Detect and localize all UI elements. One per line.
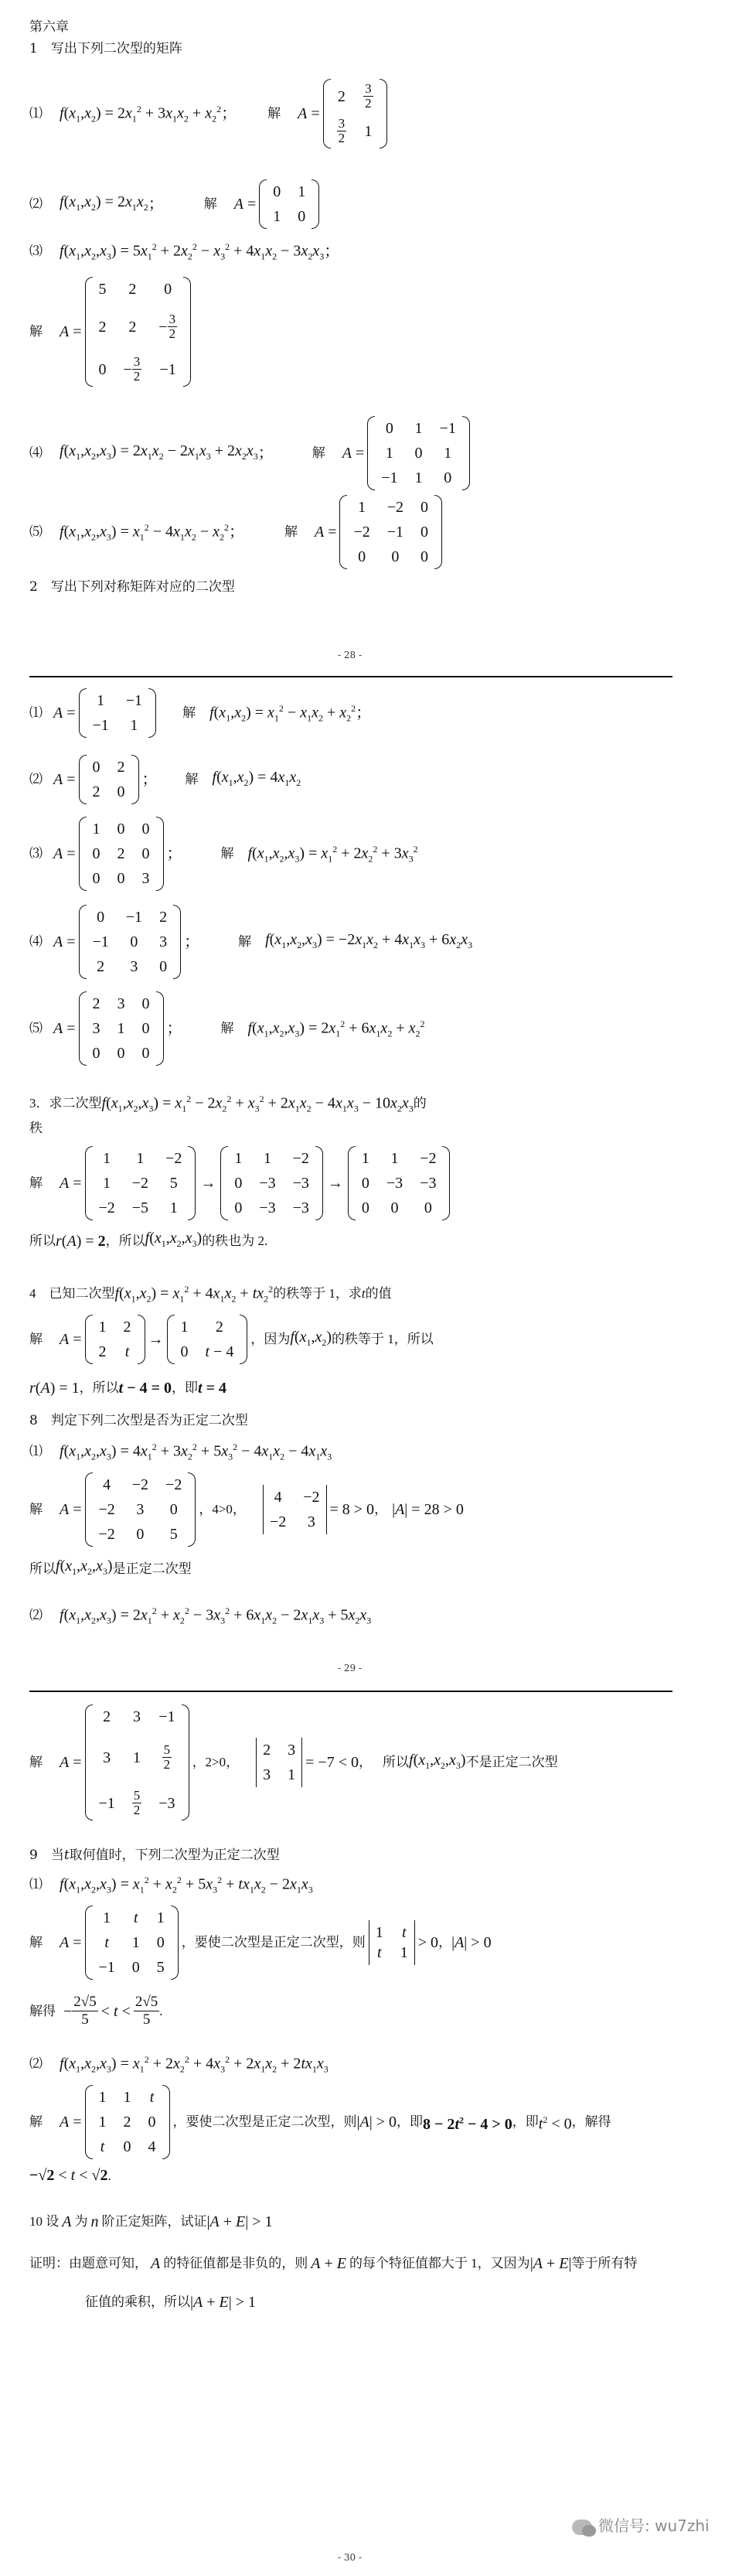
- q4-title: 4 已知二次型 $f(x_1,x_2) = x_1^2 + 4x_1x_2 + tx_2^2$ 的秩等于 1，求 t 的值: [29, 1284, 392, 1305]
- page-number: - 30 -: [338, 2552, 363, 2563]
- q8-item-2-answer: 解 A = 2 3 −1 3 1 $\frac{5}{2}$ −1 $\frac{5}{2}$ −3 ，2>0， 2 3 3 1 = −7 < 0 ， 所以 $f(x_1,x_2,x_3)$ 不是正定二次型: [29, 1704, 558, 1820]
- matrix: 5 2 0 2 2 − $\frac{3}{2}$ 0 − $\frac{3}{2}$ −1: [85, 277, 192, 387]
- matrix: 1 1 t 1 2 0 t 0 4: [85, 2085, 170, 2159]
- matrix: 2 $\frac{3}{2}$ $\frac{3}{2}$ 1: [323, 79, 387, 148]
- arrow-icon: →: [327, 1175, 343, 1192]
- q3-answer: 解 A = 1 1 −2 1 −2 5 −2 −5 1 → 1 1 −2 0 −3 −3 0 −3 −3 → 1 1 −2 0 −3 −3 0 0 0: [29, 1146, 453, 1220]
- q1-item-4: ⑷ $f(x_1,x_2,x_3) = 2x_1x_2 - 2x_1x_3 + 2x_2x_3$ ； 解 A = 0 1 −1 1 0 1 −1 1 0: [29, 416, 473, 490]
- matrix: 1 0 0 0 2 0 0 0 3: [79, 817, 164, 891]
- matrix: 1 1 −2 0 −3 −3 0 0 0: [348, 1146, 451, 1220]
- arrow-icon: →: [148, 1331, 164, 1348]
- page-number: - 29 -: [338, 1663, 363, 1674]
- matrix: 1 1 −2 0 −3 −3 0 −3 −3: [220, 1146, 323, 1220]
- watermark: 微信号: wu7zhi: [572, 2513, 710, 2536]
- q8-title: 8 判定下列二次型是否为正定二次型: [29, 1413, 248, 1428]
- matrix: 1 −2 0 −2 −1 0 0 0 0: [339, 495, 442, 569]
- matrix: 0 −1 2 −1 0 3 2 3 0: [79, 905, 182, 979]
- matrix: 0 1 1 0: [259, 179, 319, 229]
- q9-title: 9 当t取何值时，下列二次型为正定二次型: [29, 1848, 280, 1863]
- q2-item-4: ⑷ A = 0 −1 2 −1 0 3 2 3 0 ； 解 $f(x_1,x_2,x_3) = -2x_1x_2 + 4x_1x_3 + 6x_2x_3$: [29, 905, 472, 979]
- matrix: 0 1 −1 1 0 1 −1 1 0: [367, 416, 470, 490]
- chapter-title: 第六章: [29, 19, 69, 35]
- q4-answer: 解 A = 1 2 2 t → 1 2 0 t − 4 ，因为 $f(x_1,x_2)$ 的秩等于 1，所以: [29, 1315, 434, 1364]
- matrix: 4 −2 −2 −2 3 0 −2 0 5: [85, 1472, 196, 1547]
- q8-item-1: ⑴ $f(x_1,x_2,x_3) = 4x_1^2 + 3x_2^2 + 5x_3^2 - 4x_1x_2 - 4x_1x_3$: [29, 1442, 332, 1462]
- determinant: 2 3 3 1: [256, 1738, 302, 1787]
- wechat-icon: [572, 2520, 592, 2535]
- q8-item-1-conclusion: 所以 $f(x_1,x_2,x_3)$ 是正定二次型: [29, 1558, 192, 1577]
- matrix: 1 2 0 t − 4: [167, 1315, 248, 1364]
- q3-title: 3．求二次型 $f(x_1,x_2,x_3) = x_1^2 - 2x_2^2 + x_3^2 + 2x_1x_2 - 4x_1x_3 - 10x_2x_3$ 的: [29, 1094, 427, 1114]
- q8-item-2: ⑵ $f(x_1,x_2,x_3) = 2x_1^2 + x_2^2 - 3x_3^2 + 6x_1x_2 - 2x_1x_3 + 5x_2x_3$: [29, 1605, 372, 1626]
- q9-item-1: ⑴ $f(x_1,x_2,x_3) = x_1^2 + x_2^2 + 5x_3^2 + tx_1x_2 - 2x_1x_3$: [29, 1875, 313, 1895]
- arrow-icon: →: [200, 1175, 216, 1192]
- q1-item-3-answer: 解 A = 5 2 0 2 2 − $\frac{3}{2}$ 0 − $\frac{3}{2}$ −1: [29, 277, 194, 387]
- matrix: 1 −1 −1 1: [79, 688, 157, 738]
- q2-item-2: ⑵ A = 0 2 2 0 ； 解 $f(x_1,x_2) = 4x_1x_2$: [29, 755, 301, 804]
- q4-conclusion: r(A) = 1 ，所以 t − 4 = 0 ，即 t = 4: [29, 1380, 226, 1397]
- q10-proof-line2: 征值的乘积，所以 |A + E| > 1: [85, 2294, 257, 2311]
- q9-item-1-answer: 解 A = 1 t 1 t 1 0 −1 0 5 ，要使二次型是正定二次型，则 1 t t 1 > 0 ， |A| > 0: [29, 1906, 492, 1980]
- determinant: 1 t t 1: [369, 1920, 415, 1965]
- page-divider: [29, 676, 672, 677]
- matrix: 2 3 0 3 1 0 0 0 0: [79, 991, 164, 1066]
- q2-item-5: ⑸ A = 2 3 0 3 1 0 0 0 0 ； 解 $f(x_1,x_2,x_3) = 2x_1^2 + 6x_1x_2 + x_2^2$: [29, 991, 424, 1066]
- q2-item-3: ⑶ A = 1 0 0 0 2 0 0 0 3 ； 解 $f(x_1,x_2,x_3) = x_1^2 + 2x_2^2 + 3x_3^2$: [29, 817, 418, 891]
- q10-proof: 证明：由题意可知， A 的特征值都是非负的，则 A + E 的每个特征值都大于 1，又因为 |A + E| 等于所有特: [29, 2255, 638, 2272]
- matrix: 0 2 2 0: [79, 755, 139, 804]
- q3-conclusion: 所以 r(A) = 2 ，所以 $f(x_1,x_2,x_3)$ 的秩也为 2.: [29, 1230, 268, 1250]
- q3-title-line2: 秩: [29, 1121, 43, 1136]
- q1-item-3: ⑶ $f(x_1,x_2,x_3) = 5x_1^2 + 2x_2^2 - x_3^2 + 4x_1x_2 - 3x_2x_3$ ；: [29, 241, 340, 262]
- matrix: 1 t 1 t 1 0 −1 0 5: [85, 1906, 179, 1980]
- q9-item-1-solution: 解得 − $\frac{2√5}{5}$ < t < $\frac{2√5}{5}$ .: [29, 1994, 163, 2028]
- q1-item-1: ⑴ $f(x_1,x_2) = 2x_1^2 + 3x_1x_2 + x_2^2$ ； 解 A = 2 $\frac{3}{2}$ $\frac{3}{2}$ 1: [29, 79, 390, 148]
- q1-item-5: ⑸ $f(x_1,x_2,x_3) = x_1^2 - 4x_1x_2 - x_2^2$ ； 解 A = 1 −2 0 −2 −1 0 0 0 0: [29, 495, 445, 569]
- q2-title: 2 写出下列对称矩阵对应的二次型: [29, 579, 235, 595]
- q2-item-1: ⑴ A = 1 −1 −1 1 解 $f(x_1,x_2) = x_1^2 - x_1x_2 + x_2^2$ ；: [29, 688, 371, 738]
- matrix: 1 1 −2 1 −2 5 −2 −5 1: [85, 1146, 196, 1220]
- q9-item-2-answer: 解 A = 1 1 t 1 2 0 t 0 4 ，要使二次型是正定二次型，则 |A| > 0 ，即 $8 - 2t^2 - 4 > 0$ ，即 $t^2 < 0$ ，解得: [29, 2085, 611, 2159]
- matrix: 2 3 −1 3 1 $\frac{5}{2}$ −1 $\frac{5}{2}$ −3: [85, 1704, 189, 1820]
- q1-item-2: ⑵ $f(x_1,x_2) = 2x_1x_2$ ； 解 A = 0 1 1 0: [29, 179, 322, 229]
- page-divider: [29, 1691, 672, 1692]
- q1-title: 1 写出下列二次型的矩阵: [29, 41, 182, 56]
- q9-item-2: ⑵ $f(x_1,x_2,x_3) = x_1^2 + 2x_2^2 + 4x_3^2 + 2x_1x_2 + 2tx_1x_3$: [29, 2054, 329, 2075]
- q10-title: 10 设 A 为 n 阶正定矩阵，试证 |A + E| > 1: [29, 2213, 273, 2230]
- page-number: - 28 -: [338, 650, 363, 660]
- determinant: 4 −2 −2 3: [263, 1485, 327, 1534]
- matrix: 1 2 2 t: [85, 1315, 145, 1364]
- q9-item-2-solution: −√2 < t < √2.: [29, 2167, 111, 2184]
- q8-item-1-answer: 解 A = 4 −2 −2 −2 3 0 −2 0 5 ，4>0， 4 −2 −2 3 = 8 > 0 ， |A| = 28 > 0: [29, 1472, 464, 1547]
